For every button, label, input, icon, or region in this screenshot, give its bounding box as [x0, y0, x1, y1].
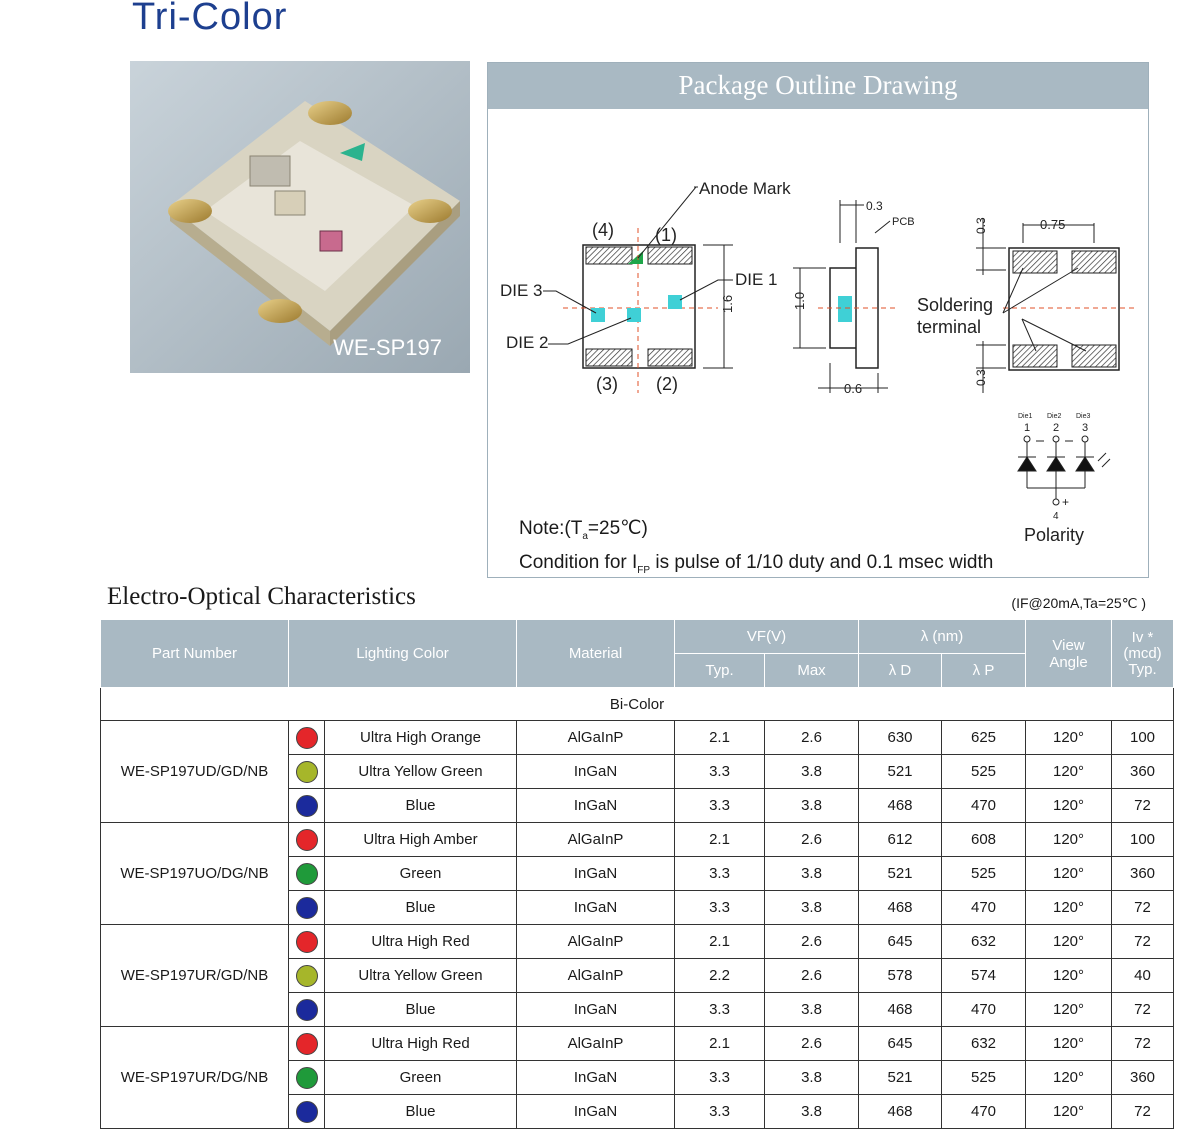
view-angle-cell: 120° [1026, 789, 1112, 823]
svg-text:0.3: 0.3 [974, 369, 988, 386]
lambda-p-cell: 525 [942, 857, 1026, 891]
lambda-p-cell: 470 [942, 891, 1026, 925]
color-dot-icon [296, 931, 318, 953]
view-angle-cell: 120° [1026, 1027, 1112, 1061]
lambda-p-cell: 470 [942, 789, 1026, 823]
view-angle-cell: 120° [1026, 755, 1112, 789]
lighting-color-cell: Blue [325, 891, 517, 925]
svg-text:+: + [1062, 495, 1070, 509]
vf-typ-cell: 3.3 [675, 857, 765, 891]
package-outline-drawing [488, 63, 1148, 577]
lambda-d-cell: 645 [859, 925, 942, 959]
svg-text:0.75: 0.75 [1040, 217, 1066, 232]
package-outline-header: Package Outline Drawing [488, 63, 1148, 109]
die1-square [668, 295, 682, 309]
vf-max-cell: 3.8 [765, 755, 859, 789]
vf-typ-cell: 3.3 [675, 891, 765, 925]
color-dot-icon [296, 829, 318, 851]
lambda-d-cell: 468 [859, 993, 942, 1027]
svg-text:Die1: Die1 [1018, 413, 1033, 420]
product-caption: WE-SP197 [333, 335, 442, 360]
vf-max-cell: 3.8 [765, 993, 859, 1027]
die3-square [591, 308, 605, 322]
color-swatch-cell [289, 789, 325, 823]
svg-text:(3): (3) [596, 374, 618, 394]
lighting-color-cell: Green [325, 857, 517, 891]
header-material: Material [517, 620, 675, 688]
section-bi-color: Bi-Color [101, 688, 1174, 721]
lambda-p-cell: 625 [942, 721, 1026, 755]
lighting-color-cell: Blue [325, 789, 517, 823]
iv-cell: 40 [1112, 959, 1174, 993]
material-cell: AlGaInP [517, 823, 675, 857]
vf-typ-cell: 2.1 [675, 925, 765, 959]
svg-text:Soldering: Soldering [917, 295, 994, 315]
material-cell: InGaN [517, 755, 675, 789]
iv-cell: 72 [1112, 925, 1174, 959]
color-dot-icon [296, 999, 318, 1021]
iv-cell: 360 [1112, 857, 1174, 891]
vf-max-cell: 2.6 [765, 721, 859, 755]
lighting-color-cell: Ultra High Orange [325, 721, 517, 755]
vf-max-cell: 3.8 [765, 1061, 859, 1095]
svg-text:(2): (2) [656, 374, 678, 394]
table-row [101, 721, 1174, 755]
vf-typ-cell: 2.1 [675, 823, 765, 857]
color-dot-icon [296, 727, 318, 749]
svg-text:PCB: PCB [892, 216, 915, 228]
header-lambda-d: λ D [859, 654, 942, 688]
svg-text:1.0: 1.0 [792, 291, 807, 310]
view-angle-cell: 120° [1026, 823, 1112, 857]
view-angle-cell: 120° [1026, 721, 1112, 755]
note-line-1: $Note:(T_a=25℃)$ [519, 518, 648, 542]
polarity-label: Polarity [1024, 525, 1085, 545]
color-dot-icon [296, 1067, 318, 1089]
lighting-color-cell: Ultra Yellow Green [325, 755, 517, 789]
svg-text:Die3: Die3 [1076, 413, 1091, 420]
header-iv: Iv * (mcd) Typ. [1112, 620, 1174, 688]
iv-cell: 360 [1112, 755, 1174, 789]
lambda-d-cell: 521 [859, 857, 942, 891]
anode-mark-label: Anode Mark [699, 179, 791, 198]
material-cell: InGaN [517, 1095, 675, 1129]
view-angle-cell: 120° [1026, 993, 1112, 1027]
view-angle-cell: 120° [1026, 1095, 1112, 1129]
lambda-d-cell: 521 [859, 755, 942, 789]
color-swatch-cell [289, 959, 325, 993]
header-vf-max: Max [765, 654, 859, 688]
material-cell: InGaN [517, 993, 675, 1027]
vf-max-cell: 2.6 [765, 959, 859, 993]
iv-cell: 72 [1112, 993, 1174, 1027]
lambda-d-cell: 645 [859, 1027, 942, 1061]
color-dot-icon [296, 761, 318, 783]
view-angle-cell: 120° [1026, 1061, 1112, 1095]
vf-max-cell: 2.6 [765, 925, 859, 959]
lambda-d-cell: 468 [859, 789, 942, 823]
svg-text:DIE 2: DIE 2 [506, 333, 549, 352]
page-title: Tri-Color [132, 0, 288, 38]
material-cell: AlGaInP [517, 959, 675, 993]
svg-text:(4): (4) [592, 220, 614, 240]
color-swatch-cell [289, 857, 325, 891]
lambda-p-cell: 632 [942, 925, 1026, 959]
color-dot-icon [296, 1101, 318, 1123]
lambda-p-cell: 608 [942, 823, 1026, 857]
vf-typ-cell: 3.3 [675, 993, 765, 1027]
header-lambda-p: λ P [942, 654, 1026, 688]
svg-text:(1): (1) [655, 225, 677, 245]
package-note [519, 516, 993, 584]
table-row [101, 925, 1174, 959]
lambda-p-cell: 470 [942, 993, 1026, 1027]
iv-cell: 72 [1112, 789, 1174, 823]
lambda-p-cell: 632 [942, 1027, 1026, 1061]
lighting-color-cell: Ultra High Amber [325, 823, 517, 857]
material-cell: InGaN [517, 857, 675, 891]
vf-max-cell: 3.8 [765, 857, 859, 891]
vf-typ-cell: 2.1 [675, 1027, 765, 1061]
material-cell: AlGaInP [517, 721, 675, 755]
lambda-p-cell: 525 [942, 755, 1026, 789]
header-view-angle: View Angle [1026, 620, 1112, 688]
led-package-illustration [130, 61, 470, 373]
color-swatch-cell [289, 925, 325, 959]
lambda-d-cell: 521 [859, 1061, 942, 1095]
lambda-d-cell: 612 [859, 823, 942, 857]
eo-characteristics-table [100, 619, 1174, 1129]
material-cell: AlGaInP [517, 925, 675, 959]
svg-text:0.3: 0.3 [866, 199, 883, 213]
part-number-cell: WE-SP197UR/GD/NB [101, 925, 289, 1027]
vf-typ-cell: 2.2 [675, 959, 765, 993]
svg-text:Die2: Die2 [1047, 413, 1062, 420]
lambda-d-cell: 578 [859, 959, 942, 993]
vf-max-cell: 2.6 [765, 823, 859, 857]
color-swatch-cell [289, 721, 325, 755]
lambda-d-cell: 630 [859, 721, 942, 755]
header-lighting-color: Lighting Color [289, 620, 517, 688]
part-number-cell: WE-SP197UR/DG/NB [101, 1027, 289, 1129]
lighting-color-cell: Green [325, 1061, 517, 1095]
part-number-cell: WE-SP197UD/GD/NB [101, 721, 289, 823]
vf-max-cell: 3.8 [765, 891, 859, 925]
svg-text:1: 1 [1024, 422, 1031, 434]
iv-cell: 100 [1112, 721, 1174, 755]
svg-text:4: 4 [1053, 511, 1059, 522]
vf-typ-cell: 3.3 [675, 755, 765, 789]
product-photo [130, 61, 470, 373]
package-outline-panel [487, 62, 1149, 578]
color-dot-icon [296, 965, 318, 987]
lambda-d-cell: 468 [859, 1095, 942, 1129]
lighting-color-cell: Ultra High Red [325, 1027, 517, 1061]
view-angle-cell: 120° [1026, 925, 1112, 959]
color-swatch-cell [289, 755, 325, 789]
lighting-color-cell: Ultra Yellow Green [325, 959, 517, 993]
lambda-d-cell: 468 [859, 891, 942, 925]
lighting-color-cell: Ultra High Red [325, 925, 517, 959]
iv-cell: 72 [1112, 891, 1174, 925]
color-swatch-cell [289, 993, 325, 1027]
header-lambda: λ (nm) [859, 620, 1026, 654]
svg-text:0.3: 0.3 [974, 217, 988, 234]
table-row [101, 823, 1174, 857]
header-vf: VF(V) [675, 620, 859, 654]
svg-text:1.6: 1.6 [720, 294, 735, 313]
iv-cell: 100 [1112, 823, 1174, 857]
table-row [101, 1027, 1174, 1061]
vf-max-cell: 3.8 [765, 1095, 859, 1129]
color-swatch-cell [289, 1095, 325, 1129]
material-cell: InGaN [517, 1061, 675, 1095]
iv-cell: 360 [1112, 1061, 1174, 1095]
view-angle-cell: 120° [1026, 959, 1112, 993]
color-dot-icon [296, 795, 318, 817]
lighting-color-cell: Blue [325, 1095, 517, 1129]
note-line-2: Condition for $I_{FP}$ is pulse of 1/10 duty and 0.1 msec width [519, 551, 994, 576]
color-dot-icon [296, 863, 318, 885]
vf-typ-cell: 3.3 [675, 1061, 765, 1095]
color-swatch-cell [289, 891, 325, 925]
color-dot-icon [296, 897, 318, 919]
iv-cell: 72 [1112, 1095, 1174, 1129]
svg-text:0.6: 0.6 [844, 381, 863, 396]
svg-text:2: 2 [1053, 422, 1060, 434]
eo-section-title: Electro-Optical Characteristics [107, 583, 416, 610]
vf-max-cell: 2.6 [765, 1027, 859, 1061]
view-angle-cell: 120° [1026, 857, 1112, 891]
material-cell: InGaN [517, 789, 675, 823]
view-angle-cell: 120° [1026, 891, 1112, 925]
svg-text:terminal: terminal [917, 317, 982, 337]
part-number-cell: WE-SP197UO/DG/NB [101, 823, 289, 925]
header-part-number: Part Number [101, 620, 289, 688]
iv-cell: 72 [1112, 1027, 1174, 1061]
lambda-p-cell: 574 [942, 959, 1026, 993]
color-swatch-cell [289, 1027, 325, 1061]
die2-square [627, 308, 641, 322]
svg-text:DIE 1: DIE 1 [735, 270, 778, 289]
vf-max-cell: 3.8 [765, 789, 859, 823]
vf-typ-cell: 3.3 [675, 1095, 765, 1129]
eo-test-condition: (IF@20mA,Ta=25℃ ) [1011, 595, 1146, 611]
vf-typ-cell: 3.3 [675, 789, 765, 823]
svg-text:DIE 3: DIE 3 [500, 281, 543, 300]
color-swatch-cell [289, 1061, 325, 1095]
header-vf-typ: Typ. [675, 654, 765, 688]
vf-typ-cell: 2.1 [675, 721, 765, 755]
lambda-p-cell: 525 [942, 1061, 1026, 1095]
color-swatch-cell [289, 823, 325, 857]
color-dot-icon [296, 1033, 318, 1055]
lambda-p-cell: 470 [942, 1095, 1026, 1129]
material-cell: AlGaInP [517, 1027, 675, 1061]
svg-text:3: 3 [1082, 422, 1089, 434]
lighting-color-cell: Blue [325, 993, 517, 1027]
material-cell: InGaN [517, 891, 675, 925]
